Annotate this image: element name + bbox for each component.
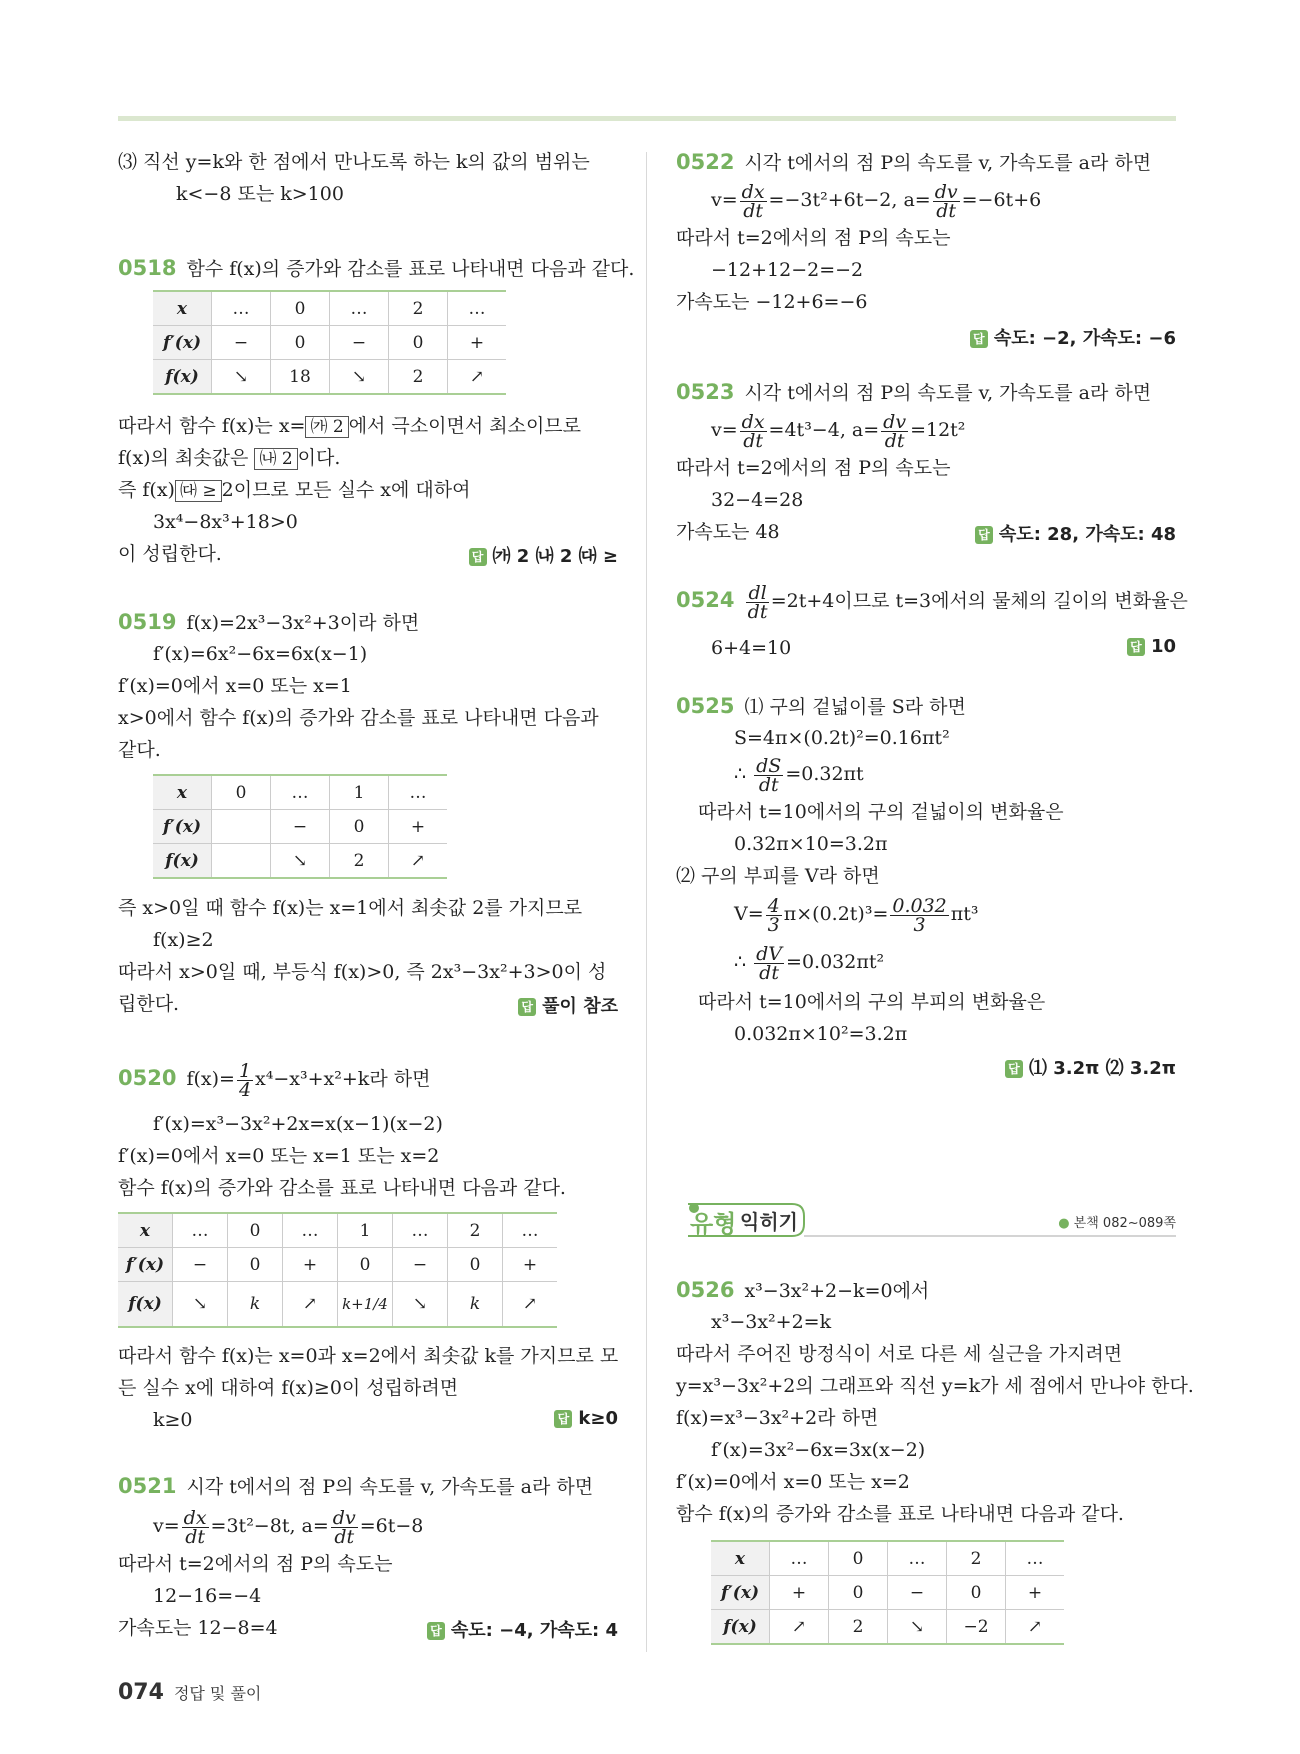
problem-0521-header — [118, 1474, 593, 1499]
text: V= — [734, 903, 764, 925]
text: f(x)=2x³−3x²+3이라 하면 — [186, 612, 420, 634]
table-cell: + — [283, 1248, 338, 1282]
table-row — [153, 291, 506, 326]
table-cell: … — [770, 1541, 829, 1576]
table-cell: − — [212, 326, 271, 360]
table-cell — [212, 810, 271, 844]
p0519-line7: f(x)≥2 — [153, 929, 214, 951]
numerator: dS — [756, 754, 782, 777]
p0524-answer — [1127, 636, 1176, 657]
numerator: dx — [741, 410, 765, 433]
table-cell: … — [212, 291, 271, 326]
table-row — [118, 1282, 557, 1328]
p0520-line7: k≥0 — [153, 1409, 193, 1431]
p0521-line2 — [153, 1506, 423, 1546]
answer-text: 속도: −4, 가속도: 4 — [450, 1620, 618, 1641]
blank-box: ㈎ 2 — [305, 416, 348, 438]
bullet-icon: ● — [1058, 1216, 1070, 1231]
table-cell: x — [118, 1213, 173, 1248]
answer-icon: 답 — [970, 330, 988, 348]
problem-0523-header — [676, 380, 1151, 405]
table-row — [711, 1576, 1064, 1610]
text: 시각 t에서의 점 P의 속도를 v, 가속도를 a라 하면 — [186, 1476, 594, 1498]
therefore-symbol: ∴ — [734, 951, 747, 973]
p0519-line4: x>0에서 함수 f(x)의 증가와 감소를 표로 나타내면 다음과 — [118, 707, 599, 729]
numerator: 0.032 — [892, 894, 947, 917]
answer-icon: 답 — [518, 998, 536, 1016]
section-header — [676, 1200, 1176, 1240]
text: =2t+4이므로 t=3에서의 물체의 길이의 변화율은 — [770, 590, 1188, 612]
table-cell: f(x) — [118, 1282, 173, 1328]
table-cell: … — [888, 1541, 947, 1576]
p0520-line6: 든 실수 x에 대하여 f(x)≥0이 성립하려면 — [118, 1377, 459, 1399]
answer-text: k≥0 — [578, 1408, 618, 1429]
section-ref — [1058, 1212, 1176, 1231]
table-cell: −2 — [947, 1610, 1006, 1645]
text: π×(0.2t)³= — [783, 903, 889, 925]
fraction — [237, 1059, 253, 1101]
table-row — [153, 360, 506, 395]
table-cell: − — [173, 1248, 228, 1282]
table-cell: 2 — [829, 1610, 888, 1645]
table-cell: 2 — [389, 291, 448, 326]
table-cell: + — [448, 326, 507, 360]
p0523-line2 — [711, 410, 965, 450]
answer-icon: 답 — [975, 526, 993, 544]
numerator: dv — [934, 180, 958, 203]
text: 2이므로 모든 실수 x에 대하여 — [221, 479, 471, 501]
table-cell: … — [393, 1213, 448, 1248]
table-row — [153, 326, 506, 360]
table-row — [153, 810, 447, 844]
p0523-answer — [975, 520, 1176, 546]
fraction — [890, 894, 948, 936]
table-cell: ↘ — [393, 1282, 448, 1328]
text: =4t³−4, a= — [768, 419, 880, 441]
table-cell: ↗ — [283, 1282, 338, 1328]
table-cell: + — [503, 1248, 558, 1282]
p0522-line2 — [711, 180, 1041, 220]
table-cell: 0 — [829, 1576, 888, 1610]
p0525-line4: 따라서 t=10에서의 구의 겉넓이의 변화율은 — [698, 801, 1064, 823]
table-cell: … — [389, 775, 448, 810]
p0518-line5: 3x⁴−8x³+18>0 — [153, 511, 298, 533]
numerator: 4 — [767, 894, 780, 917]
text: 에서 극소이면서 최소이므로 — [348, 415, 582, 437]
text: v= — [711, 189, 738, 211]
table-cell: − — [888, 1576, 947, 1610]
table-cell: 0 — [228, 1213, 283, 1248]
p0519-line5: 같다. — [118, 739, 161, 761]
p0520-line2: f′(x)=x³−3x²+2x=x(x−1)(x−2) — [153, 1113, 443, 1135]
p0520-answer — [554, 1408, 618, 1429]
blank-box: ㈏ 2 — [254, 448, 297, 470]
p0522-line4: −12+12−2=−2 — [711, 259, 864, 281]
table-cell: − — [330, 326, 389, 360]
text: =12t² — [910, 419, 966, 441]
table-cell: 18 — [271, 360, 330, 395]
page-number: 074 — [118, 1680, 164, 1705]
text: f(x)의 최솟값은 — [118, 447, 249, 469]
numerator: dx — [741, 180, 765, 203]
numerator: dl — [748, 581, 767, 604]
p0518-line6: 이 성립한다. — [118, 543, 222, 565]
p0521-answer — [427, 1616, 618, 1642]
table-cell: x — [153, 775, 212, 810]
problem-number: 0526 — [676, 1278, 735, 1302]
table-row — [153, 844, 447, 879]
table-cell: ↘ — [173, 1282, 228, 1328]
answer-text: 속도: −2, 가속도: −6 — [993, 328, 1176, 349]
text: =3t²−8t, a= — [210, 1515, 329, 1537]
p0526-line8: 함수 f(x)의 증가와 감소를 표로 나타내면 다음과 같다. — [676, 1503, 1124, 1525]
text: =0.32πt — [785, 763, 864, 785]
table-cell: k+1/4 — [338, 1282, 393, 1328]
p0525-line7 — [734, 894, 979, 934]
fraction — [766, 894, 782, 936]
problem-number: 0523 — [676, 380, 735, 404]
denominator: dt — [758, 773, 779, 796]
table-cell — [212, 844, 271, 879]
p0525-line5: 0.32π×10=3.2π — [734, 833, 888, 855]
table-cell: ↗ — [503, 1282, 558, 1328]
p0519-line2: f′(x)=6x²−6x=6x(x−1) — [153, 643, 368, 665]
table-cell: + — [389, 810, 448, 844]
table-cell: k — [228, 1282, 283, 1328]
p0520-line4: 함수 f(x)의 증가와 감소를 표로 나타내면 다음과 같다. — [118, 1177, 566, 1199]
text: f(x)= — [186, 1068, 235, 1090]
table-cell: 2 — [330, 844, 389, 879]
p0518-line2 — [118, 414, 581, 438]
problem-0524-header — [676, 580, 1188, 621]
therefore-symbol: ∴ — [734, 763, 747, 785]
fraction — [740, 410, 767, 452]
answer-text: ⑴ 3.2π ⑵ 3.2π — [1028, 1058, 1176, 1079]
p0525-line9: 따라서 t=10에서의 구의 부피의 변화율은 — [698, 991, 1046, 1013]
p0521-line5: 가속도는 12−8=4 — [118, 1617, 278, 1639]
problem-0519-header — [118, 610, 419, 635]
p0526-line2: x³−3x²+2=k — [711, 1311, 832, 1333]
p0517-line1: ⑶ 직선 y=k와 한 점에서 만나도록 하는 k의 값의 범위는 — [118, 151, 590, 173]
text: =0.032πt² — [786, 951, 885, 973]
top-rule — [118, 116, 1176, 121]
fraction — [331, 1506, 358, 1548]
p0518-table — [153, 290, 506, 395]
problem-0520-header — [118, 1058, 430, 1099]
text: 시각 t에서의 점 P의 속도를 v, 가속도를 a라 하면 — [744, 152, 1152, 174]
section-ref-text: 본책 082~089쪽 — [1073, 1216, 1176, 1231]
table-row — [118, 1248, 557, 1282]
p0519-line6: 즉 x>0일 때 함수 f(x)는 x=1에서 최솟값 2를 가지므로 — [118, 897, 583, 919]
text: 함수 f(x)의 증가와 감소를 표로 나타내면 다음과 같다. — [186, 258, 635, 280]
p0519-answer — [518, 992, 618, 1018]
table-cell: ↘ — [330, 360, 389, 395]
p0519-table — [153, 774, 447, 879]
table-cell: x — [153, 291, 212, 326]
table-cell: f′(x) — [118, 1248, 173, 1282]
p0526-line6: f′(x)=3x²−6x=3x(x−2) — [711, 1439, 926, 1461]
fraction — [881, 410, 908, 452]
table-cell: 2 — [947, 1541, 1006, 1576]
p0522-line5: 가속도는 −12+6=−6 — [676, 291, 868, 313]
table-cell: 0 — [947, 1576, 1006, 1610]
numerator: dv — [332, 1506, 356, 1529]
answer-text: 10 — [1150, 636, 1176, 657]
problem-0526-header — [676, 1278, 929, 1303]
column-divider — [646, 152, 647, 1652]
p0521-line3: 따라서 t=2에서의 점 P의 속도는 — [118, 1553, 393, 1575]
answer-icon: 답 — [1005, 1060, 1023, 1078]
section-badge-sub: 익히기 — [740, 1210, 798, 1234]
denominator: dt — [936, 199, 957, 222]
table-cell: ↘ — [888, 1610, 947, 1645]
problem-number: 0520 — [118, 1066, 177, 1090]
text: πt³ — [950, 903, 979, 925]
table-cell: ↗ — [1006, 1610, 1065, 1645]
numerator: dv — [883, 410, 907, 433]
answer-text: 풀이 참조 — [542, 996, 618, 1017]
table-cell: f′(x) — [153, 326, 212, 360]
denominator: dt — [743, 429, 763, 452]
p0525-line2: S=4π×(0.2t)²=0.16πt² — [734, 727, 950, 749]
p0518-line4 — [118, 478, 470, 502]
fraction — [740, 180, 767, 222]
text: 즉 f(x) — [118, 479, 175, 501]
problem-0518-header — [118, 256, 634, 281]
p0525-line8 — [734, 942, 884, 982]
text: v= — [153, 1515, 180, 1537]
table-cell: … — [330, 291, 389, 326]
table-cell: f(x) — [153, 360, 212, 395]
numerator: dx — [183, 1506, 207, 1529]
p0526-line7: f′(x)=0에서 x=0 또는 x=2 — [676, 1471, 910, 1493]
page-footer — [118, 1680, 261, 1705]
problem-number: 0525 — [676, 694, 735, 718]
problem-0525-header — [676, 694, 966, 719]
table-cell: − — [393, 1248, 448, 1282]
text: ⑴ 구의 겉넓이를 S라 하면 — [744, 696, 966, 718]
denominator: dt — [759, 961, 779, 984]
table-cell: f(x) — [153, 844, 212, 879]
denominator: dt — [334, 1525, 355, 1548]
denominator: dt — [185, 1525, 205, 1548]
answer-icon: 답 — [1127, 638, 1145, 656]
table-cell: 0 — [829, 1541, 888, 1576]
table-cell: … — [271, 775, 330, 810]
text: 시각 t에서의 점 P의 속도를 v, 가속도를 a라 하면 — [744, 382, 1152, 404]
denominator: 3 — [767, 913, 780, 936]
denominator: dt — [747, 600, 768, 623]
numerator: 1 — [238, 1059, 252, 1082]
text: =6t−8 — [359, 1515, 424, 1537]
text: x³−3x²+2−k=0에서 — [744, 1280, 930, 1302]
p0517-line2: k<−8 또는 k>100 — [176, 183, 344, 205]
denominator: 4 — [238, 1078, 252, 1101]
p0520-line5: 따라서 함수 f(x)는 x=0과 x=2에서 최솟값 k를 가지므로 모 — [118, 1345, 619, 1367]
table-cell: ↘ — [212, 360, 271, 395]
text: x⁴−x³+x²+k라 하면 — [255, 1068, 431, 1090]
p0523-line4: 32−4=28 — [711, 489, 804, 511]
table-cell: … — [448, 291, 507, 326]
problem-number: 0521 — [118, 1474, 177, 1498]
p0522-answer — [970, 324, 1176, 350]
problem-number: 0518 — [118, 256, 177, 280]
p0522-line3: 따라서 t=2에서의 점 P의 속도는 — [676, 227, 951, 249]
text: 이다. — [297, 447, 341, 469]
table-row — [118, 1213, 557, 1248]
answer-text: ㈎ 2 ㈏ 2 ㈐ ≥ — [492, 546, 618, 567]
blank-box: ㈐ ≥ — [175, 480, 222, 502]
table-cell: ↗ — [770, 1610, 829, 1645]
table-cell: x — [711, 1541, 770, 1576]
p0523-line5: 가속도는 48 — [676, 521, 780, 543]
p0525-line6: ⑵ 구의 부피를 V라 하면 — [676, 865, 880, 887]
p0524-line2: 6+4=10 — [711, 637, 792, 659]
p0523-line3: 따라서 t=2에서의 점 P의 속도는 — [676, 457, 951, 479]
fraction — [933, 180, 960, 222]
table-cell: 1 — [330, 775, 389, 810]
p0525-line3 — [734, 754, 864, 794]
p0525-line10: 0.032π×10²=3.2π — [734, 1023, 908, 1045]
text: 따라서 함수 f(x)는 x= — [118, 415, 306, 437]
table-cell: ↘ — [271, 844, 330, 879]
table-cell: f′(x) — [153, 810, 212, 844]
text: =−3t²+6t−2, a= — [768, 189, 931, 211]
table-cell: … — [173, 1213, 228, 1248]
table-cell: 2 — [448, 1213, 503, 1248]
denominator: 3 — [913, 913, 926, 936]
table-row — [153, 775, 447, 810]
table-cell: − — [271, 810, 330, 844]
p0518-answer — [469, 542, 618, 568]
fraction — [746, 581, 768, 623]
problem-number: 0522 — [676, 150, 735, 174]
table-cell: 0 — [271, 291, 330, 326]
fraction — [754, 942, 784, 984]
section-badge-main: 유형 — [690, 1210, 737, 1238]
table-cell: … — [283, 1213, 338, 1248]
table-cell: 0 — [448, 1248, 503, 1282]
p0520-table — [118, 1212, 557, 1328]
table-cell: 0 — [212, 775, 271, 810]
answer-icon: 답 — [554, 1410, 572, 1428]
table-cell: ↗ — [448, 360, 507, 395]
footer-label: 정답 및 풀이 — [173, 1684, 262, 1703]
denominator: dt — [743, 199, 763, 222]
table-cell: ↗ — [389, 844, 448, 879]
table-cell: + — [770, 1576, 829, 1610]
p0526-line3: 따라서 주어진 방정식이 서로 다른 세 실근을 가지려면 — [676, 1343, 1123, 1365]
table-cell: f(x) — [711, 1610, 770, 1645]
p0519-line3: f′(x)=0에서 x=0 또는 x=1 — [118, 675, 352, 697]
problem-number: 0519 — [118, 610, 177, 634]
p0526-table — [711, 1540, 1064, 1645]
p0518-line3 — [118, 446, 340, 470]
table-cell: f′(x) — [711, 1576, 770, 1610]
table-cell: 0 — [228, 1248, 283, 1282]
table-cell: 2 — [389, 360, 448, 395]
p0519-line9: 립한다. — [118, 993, 180, 1015]
answer-icon: 답 — [469, 548, 487, 566]
p0519-line8: 따라서 x>0일 때, 부등식 f(x)>0, 즉 2x³−3x²+3>0이 성 — [118, 961, 607, 983]
fraction — [754, 754, 783, 796]
answer-text: 속도: 28, 가속도: 48 — [998, 524, 1176, 545]
p0520-line3: f′(x)=0에서 x=0 또는 x=1 또는 x=2 — [118, 1145, 440, 1167]
table-row — [711, 1610, 1064, 1645]
table-cell: 0 — [338, 1248, 393, 1282]
table-cell: … — [503, 1213, 558, 1248]
text: v= — [711, 419, 738, 441]
table-cell: k — [448, 1282, 503, 1328]
p0525-answer — [1005, 1054, 1176, 1080]
p0526-line4: y=x³−3x²+2의 그래프와 직선 y=k가 세 점에서 만나야 한다. — [676, 1375, 1194, 1397]
table-cell: 0 — [271, 326, 330, 360]
problem-0522-header — [676, 150, 1151, 175]
p0521-line4: 12−16=−4 — [153, 1585, 262, 1607]
table-cell: … — [1006, 1541, 1065, 1576]
numerator: dV — [756, 942, 783, 965]
table-cell: 1 — [338, 1213, 393, 1248]
fraction — [182, 1506, 209, 1548]
table-row — [711, 1541, 1064, 1576]
problem-number: 0524 — [676, 588, 735, 612]
p0526-line5: f(x)=x³−3x²+2라 하면 — [676, 1407, 879, 1429]
table-cell: 0 — [389, 326, 448, 360]
denominator: dt — [884, 429, 905, 452]
table-cell: 0 — [330, 810, 389, 844]
text: =−6t+6 — [961, 189, 1042, 211]
answer-icon: 답 — [427, 1622, 445, 1640]
table-cell: + — [1006, 1576, 1065, 1610]
